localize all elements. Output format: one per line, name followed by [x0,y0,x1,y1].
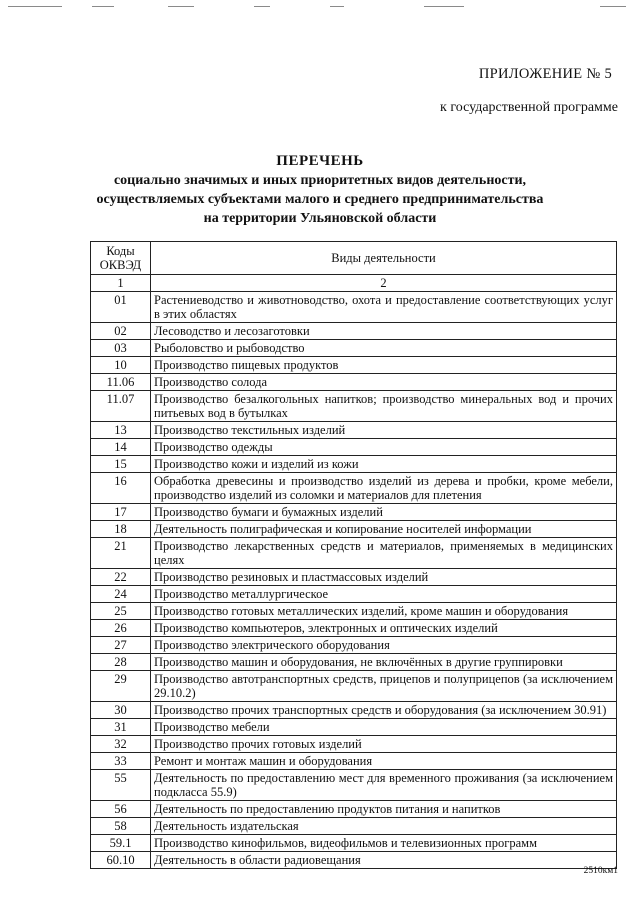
okved-code: 30 [91,702,151,719]
page-code: 2510км1 [583,866,618,876]
scan-mark [168,6,194,7]
table-row [91,456,617,473]
activity-name: Производство бумаги и бумажных изделий [151,504,617,521]
activity-name: Лесоводство и лесозаготовки [151,323,617,340]
program-reference: к государственной программе [440,100,618,115]
table-row [91,538,617,569]
table-row [91,852,617,869]
table-row [91,620,617,637]
table-header-row [91,242,617,275]
scan-mark [8,6,62,7]
activity-name: Производство лекарственных средств и материалов, применяемых в медицинских целях [151,538,617,569]
column-number-1: 1 [91,275,151,292]
activity-name: Производство электрического оборудования [151,637,617,654]
title-main: ПЕРЕЧЕНЬ [276,153,364,169]
table-row [91,504,617,521]
table-row [91,654,617,671]
table-row [91,292,617,323]
activity-name: Производство резиновых и пластмассовых изделий [151,569,617,586]
activity-name: Производство безалкогольных напитков; производство минеральных вод и прочих питьевых вод в бутылках [151,391,617,422]
table-row [91,770,617,801]
table-row [91,586,617,603]
table-row [91,801,617,818]
activity-name: Ремонт и монтаж машин и оборудования [151,753,617,770]
okved-code: 11.07 [91,391,151,422]
okved-code: 21 [91,538,151,569]
document-title [0,152,640,228]
okved-code: 01 [91,292,151,323]
activity-name: Производство кожи и изделий из кожи [151,456,617,473]
table-row [91,521,617,538]
okved-code: 03 [91,340,151,357]
table-row [91,323,617,340]
column-number-row [91,275,617,292]
table-row [91,439,617,456]
table-row [91,473,617,504]
scan-mark [92,6,114,7]
okved-code: 14 [91,439,151,456]
title-line-1: социально значимых и иных приоритетных видов деятельности, [113,173,527,188]
title-line-3: на территории Ульяновской области [203,211,437,226]
activity-name: Производство готовых металлических изделий, кроме машин и оборудования [151,603,617,620]
table-row [91,702,617,719]
activities-table [90,241,617,869]
activity-name: Производство кинофильмов, видеофильмов и телевизионных программ [151,835,617,852]
okved-code: 24 [91,586,151,603]
okved-code: 60.10 [91,852,151,869]
header-name: Виды деятельности [151,242,617,275]
activity-name: Растениеводство и животноводство, охота и предоставление соответствующих услуг в этих областях [151,292,617,323]
scan-mark [424,6,464,7]
okved-code: 13 [91,422,151,439]
activity-name: Производство автотранспортных средств, прицепов и полуприцепов (за исключением 29.10.2) [151,671,617,702]
okved-code: 28 [91,654,151,671]
table-row [91,357,617,374]
okved-code: 27 [91,637,151,654]
okved-code: 15 [91,456,151,473]
okved-code: 29 [91,671,151,702]
table-row [91,818,617,835]
activity-name: Производство прочих транспортных средств и оборудования (за исключением 30.91) [151,702,617,719]
okved-code: 22 [91,569,151,586]
scan-mark [330,6,344,7]
table-row [91,637,617,654]
okved-code: 10 [91,357,151,374]
okved-code: 25 [91,603,151,620]
okved-code: 16 [91,473,151,504]
activity-name: Производство прочих готовых изделий [151,736,617,753]
table-row [91,671,617,702]
okved-code: 56 [91,801,151,818]
table-row [91,422,617,439]
activity-name: Производство металлургическое [151,586,617,603]
activity-name: Деятельность по предоставлению продуктов питания и напитков [151,801,617,818]
table-row [91,753,617,770]
okved-code: 31 [91,719,151,736]
title-line-2: осуществляемых субъектами малого и среднего предпринимательства [96,192,544,207]
activity-name: Производство компьютеров, электронных и оптических изделий [151,620,617,637]
table-row [91,569,617,586]
activity-name: Рыболовство и рыбоводство [151,340,617,357]
activity-name: Производство мебели [151,719,617,736]
activity-name: Производство одежды [151,439,617,456]
activity-name: Производство машин и оборудования, не включённых в другие группировки [151,654,617,671]
table-row [91,835,617,852]
activity-name: Производство текстильных изделий [151,422,617,439]
table-row [91,719,617,736]
column-number-2: 2 [151,275,617,292]
scan-mark [254,6,270,7]
activity-name: Деятельность издательская [151,818,617,835]
okved-code: 58 [91,818,151,835]
activity-name: Деятельность по предоставлению мест для временного проживания (за исключением подкласса 55.9) [151,770,617,801]
activity-name: Деятельность полиграфическая и копирование носителей информации [151,521,617,538]
table-row [91,391,617,422]
okved-code: 33 [91,753,151,770]
appendix-label: ПРИЛОЖЕНИЕ № 5 [478,66,612,82]
table-body [91,292,617,869]
okved-code: 17 [91,504,151,521]
activity-name: Деятельность в области радиовещания [151,852,617,869]
okved-code: 02 [91,323,151,340]
activity-name: Производство пищевых продуктов [151,357,617,374]
header-code: Коды ОКВЭД [91,242,151,275]
scan-mark [600,6,626,7]
activity-name: Производство солода [151,374,617,391]
okved-code: 18 [91,521,151,538]
activity-name: Обработка древесины и производство изделий из дерева и пробки, кроме мебели, производство изделий из соломки и материалов для плетения [151,473,617,504]
table-row [91,374,617,391]
okved-code: 59.1 [91,835,151,852]
table-row [91,736,617,753]
okved-code: 26 [91,620,151,637]
okved-code: 11.06 [91,374,151,391]
okved-code: 55 [91,770,151,801]
table-row [91,340,617,357]
table-row [91,603,617,620]
okved-code: 32 [91,736,151,753]
